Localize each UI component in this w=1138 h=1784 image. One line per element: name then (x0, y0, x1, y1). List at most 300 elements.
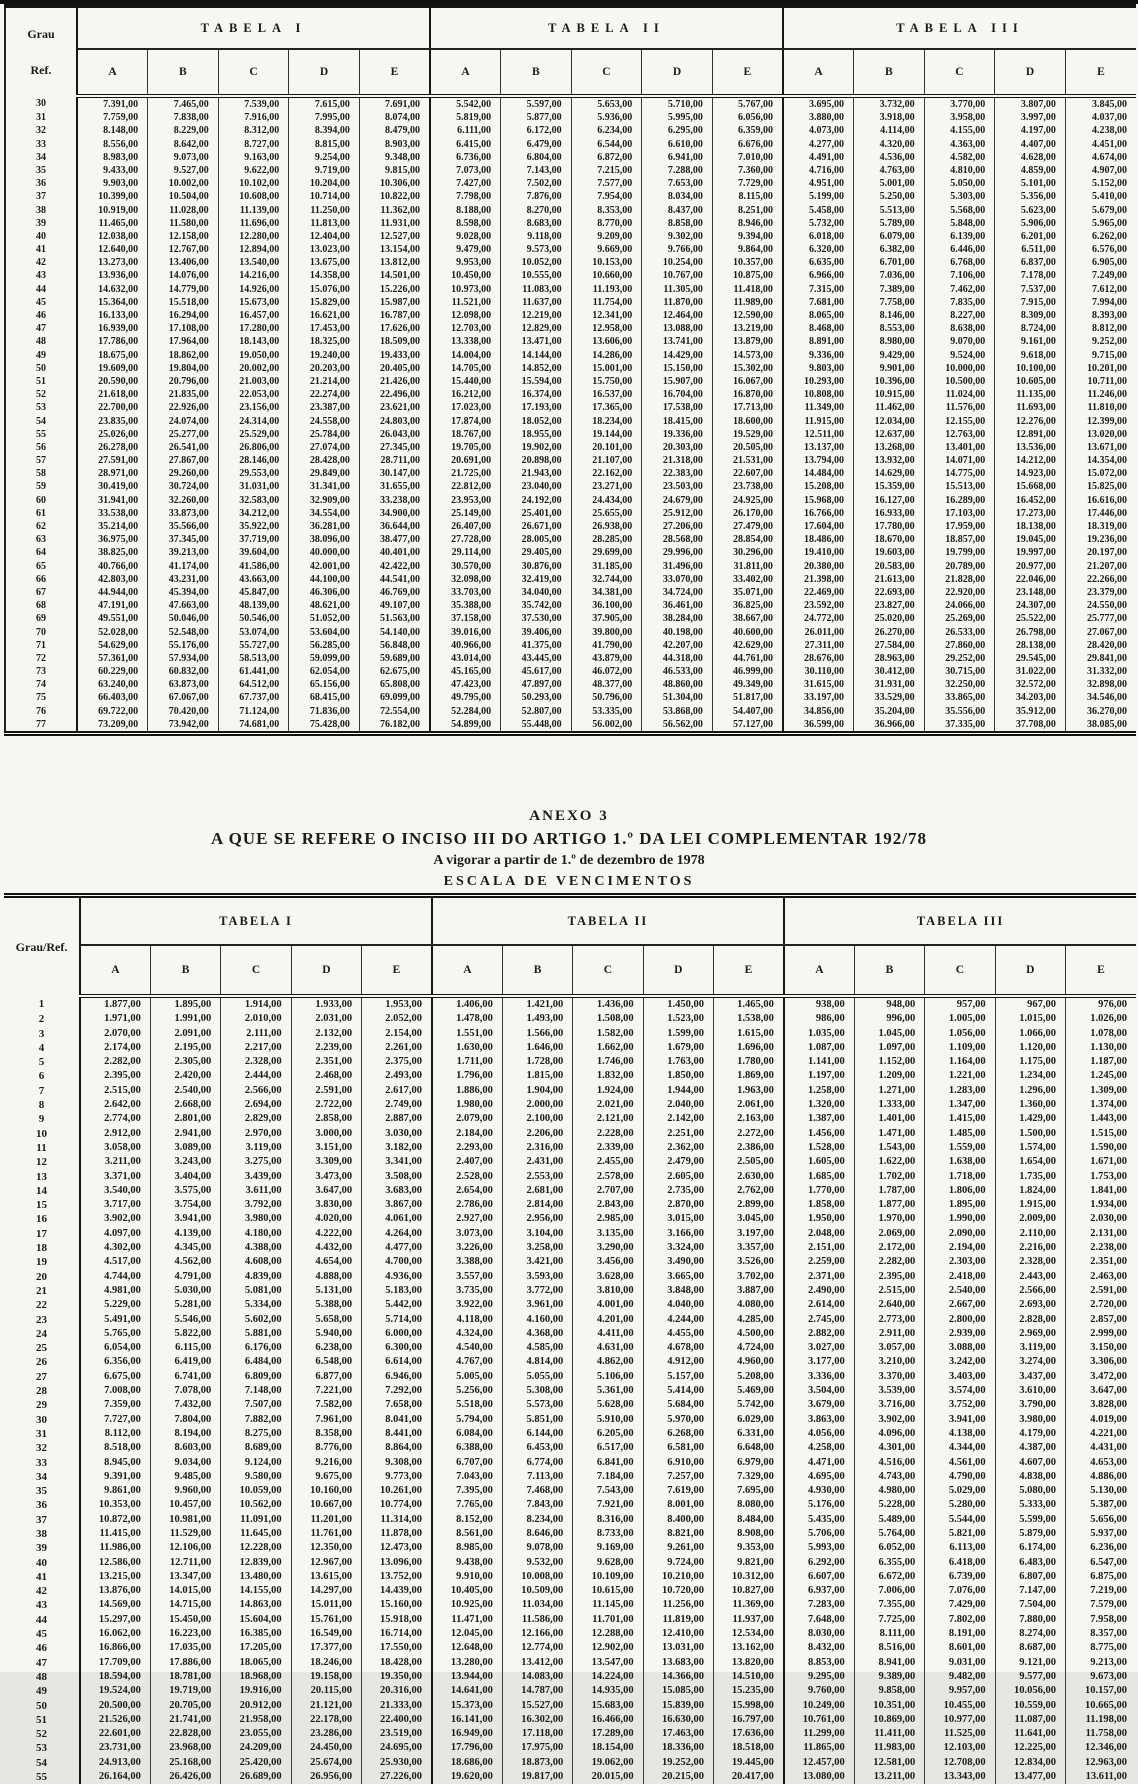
cell-value: 5.819,00 (430, 111, 501, 124)
cell-value: 5.055,00 (502, 1370, 572, 1384)
cell-value: 10.973,00 (430, 283, 501, 296)
column-header: B (854, 945, 924, 996)
cell-value: 7.502,00 (501, 177, 572, 190)
cell-value: 1.141,00 (784, 1055, 854, 1069)
cell-value: 4.791,00 (150, 1270, 220, 1284)
cell-value: 4.264,00 (362, 1227, 432, 1241)
cell-value: 8.815,00 (289, 138, 360, 151)
cell-value: 27.479,00 (712, 520, 783, 533)
cell-value: 18.486,00 (783, 533, 854, 546)
cell-value: 16.933,00 (854, 507, 925, 520)
cell-value: 37.530,00 (501, 612, 572, 625)
cell-value: 14.144,00 (501, 349, 572, 362)
cell-value: 46.999,00 (712, 665, 783, 678)
cell-value: 1.824,00 (995, 1184, 1065, 1198)
lower-table-body (4, 996, 1136, 1784)
cell-value: 24.192,00 (501, 494, 572, 507)
cell-value: 3.135,00 (573, 1227, 643, 1241)
cell-value: 8.030,00 (784, 1627, 854, 1641)
cell-grau: 68 (5, 599, 77, 612)
cell-value: 6.544,00 (571, 138, 642, 151)
cell-value: 11.819,00 (643, 1613, 713, 1627)
cell-value: 10.002,00 (148, 177, 219, 190)
cell-value: 36.644,00 (359, 520, 430, 533)
cell-value: 2.749,00 (362, 1098, 432, 1112)
cell-value: 12.708,00 (925, 1756, 995, 1770)
cell-value: 41.375,00 (501, 639, 572, 652)
cell-value: 7.147,00 (995, 1584, 1065, 1598)
cell-value: 52.028,00 (77, 626, 148, 639)
cell-value: 16.630,00 (643, 1713, 713, 1727)
cell-value: 24.925,00 (712, 494, 783, 507)
cell-value: 1.753,00 (1065, 1170, 1136, 1184)
cell-value: 2.444,00 (221, 1069, 291, 1083)
table-row (4, 1441, 1136, 1455)
cell-value: 11.986,00 (80, 1541, 150, 1555)
cell-value: 4.907,00 (1065, 164, 1136, 177)
cell-value: 3.073,00 (432, 1227, 502, 1241)
table-row (4, 1098, 1136, 1112)
cell-value: 5.152,00 (1065, 177, 1136, 190)
cell-value: 50.046,00 (148, 612, 219, 625)
cell-value: 1.309,00 (1065, 1084, 1136, 1098)
cell-value: 8.603,00 (150, 1441, 220, 1455)
cell-value: 4.139,00 (150, 1227, 220, 1241)
cell-value: 35.214,00 (77, 520, 148, 533)
cell-value: 7.729,00 (712, 177, 783, 190)
cell-value: 49.349,00 (712, 678, 783, 691)
cell-value: 7.653,00 (642, 177, 713, 190)
cell-value: 1.953,00 (362, 996, 432, 1012)
cell-value: 34.554,00 (289, 507, 360, 520)
cell-value: 25.912,00 (642, 507, 713, 520)
cell-value: 13.343,00 (925, 1770, 995, 1784)
cell-value: 7.315,00 (783, 283, 854, 296)
cell-value: 5.050,00 (924, 177, 995, 190)
cell-value: 6.736,00 (430, 151, 501, 164)
cell-value: 6.937,00 (784, 1584, 854, 1598)
cell-value: 30.296,00 (712, 546, 783, 559)
cell-value: 48.139,00 (218, 599, 289, 612)
cell-value: 4.838,00 (995, 1470, 1065, 1484)
cell-grau: 47 (5, 322, 77, 335)
cell-value: 28.568,00 (642, 533, 713, 546)
cell-value: 6.576,00 (1065, 243, 1136, 256)
cell-value: 10.109,00 (573, 1570, 643, 1584)
cell-value: 11.870,00 (642, 296, 713, 309)
cell-value: 25.655,00 (571, 507, 642, 520)
cell-value: 1.796,00 (432, 1069, 502, 1083)
cell-value: 8.853,00 (784, 1656, 854, 1670)
column-header: A (784, 945, 854, 996)
cell-value: 12.350,00 (291, 1541, 361, 1555)
cell-value: 10.660,00 (571, 269, 642, 282)
cell-value: 9.573,00 (501, 243, 572, 256)
cell-value: 54.407,00 (712, 705, 783, 718)
cell-value: 1.258,00 (784, 1084, 854, 1098)
cell-value: 2.528,00 (432, 1170, 502, 1184)
cell-value: 2.142,00 (643, 1112, 713, 1126)
cell-value: 6.517,00 (573, 1441, 643, 1455)
cell-grau: 10 (4, 1127, 80, 1141)
cell-value: 20.002,00 (218, 362, 289, 375)
cell-value: 5.597,00 (501, 96, 572, 111)
cell-value: 2.468,00 (291, 1069, 361, 1083)
cell-value: 7.954,00 (571, 190, 642, 203)
cell-value: 8.152,00 (432, 1513, 502, 1527)
cell-value: 50.546,00 (218, 612, 289, 625)
cell-value: 11.580,00 (148, 217, 219, 230)
cell-value: 10.774,00 (362, 1498, 432, 1512)
cell-value: 10.504,00 (148, 190, 219, 203)
cell-value: 2.515,00 (854, 1284, 924, 1298)
cell-value: 10.306,00 (359, 177, 430, 190)
cell-value: 1.026,00 (1065, 1012, 1136, 1026)
cell-value: 1.508,00 (573, 1012, 643, 1026)
cell-value: 9.169,00 (573, 1541, 643, 1555)
cell-value: 6.359,00 (712, 124, 783, 137)
cell-value: 15.825,00 (1065, 480, 1136, 493)
cell-grau: 27 (4, 1370, 80, 1384)
cell-value: 8.441,00 (362, 1427, 432, 1441)
table-row (4, 1627, 1136, 1641)
cell-value: 20.197,00 (1065, 546, 1136, 559)
cell-value: 44.541,00 (359, 573, 430, 586)
cell-value: 18.319,00 (1065, 520, 1136, 533)
cell-value: 8.074,00 (359, 111, 430, 124)
cell-grau: 58 (5, 467, 77, 480)
cell-value: 11.299,00 (784, 1727, 854, 1741)
cell-value: 4.197,00 (995, 124, 1066, 137)
cell-value: 1.991,00 (150, 1012, 220, 1026)
cell-value: 16.302,00 (502, 1713, 572, 1727)
cell-value: 2.151,00 (784, 1241, 854, 1255)
cell-value: 5.489,00 (854, 1513, 924, 1527)
table-row (5, 349, 1136, 362)
cell-value: 2.395,00 (854, 1270, 924, 1284)
cell-value: 37.905,00 (571, 612, 642, 625)
cell-value: 1.421,00 (502, 996, 572, 1012)
cell-value: 8.724,00 (995, 322, 1066, 335)
cell-value: 43.663,00 (218, 573, 289, 586)
cell-value: 5.208,00 (714, 1370, 784, 1384)
cell-value: 8.251,00 (712, 204, 783, 217)
cell-grau: 25 (4, 1341, 80, 1355)
cell-grau: 8 (4, 1098, 80, 1112)
cell-value: 35.742,00 (501, 599, 572, 612)
cell-value: 42.422,00 (359, 560, 430, 573)
cell-value: 7.427,00 (430, 177, 501, 190)
cell-value: 25.269,00 (924, 612, 995, 625)
cell-value: 66.403,00 (77, 691, 148, 704)
cell-value: 10.059,00 (221, 1484, 291, 1498)
cell-value: 11.471,00 (432, 1613, 502, 1627)
cell-value: 9.073,00 (148, 151, 219, 164)
cell-value: 13.812,00 (359, 256, 430, 269)
cell-grau: 54 (5, 415, 77, 428)
cell-grau: 9 (4, 1112, 80, 1126)
cell-value: 12.767,00 (148, 243, 219, 256)
cell-value: 1.980,00 (432, 1098, 502, 1112)
cell-value: 5.280,00 (925, 1498, 995, 1512)
cell-value: 4.277,00 (783, 138, 854, 151)
cell-value: 42.001,00 (289, 560, 360, 573)
cell-value: 11.983,00 (854, 1741, 924, 1755)
cell-value: 2.339,00 (573, 1141, 643, 1155)
cell-value: 15.907,00 (642, 375, 713, 388)
cell-value: 10.869,00 (854, 1713, 924, 1727)
cell-value: 16.797,00 (714, 1713, 784, 1727)
cell-value: 4.114,00 (854, 124, 925, 137)
cell-value: 8.148,00 (77, 124, 148, 137)
cell-value: 7.215,00 (571, 164, 642, 177)
cell-value: 31.931,00 (854, 678, 925, 691)
column-header: B (150, 945, 220, 996)
cell-value: 7.219,00 (1065, 1584, 1136, 1598)
cell-value: 5.993,00 (784, 1541, 854, 1555)
table-row (4, 1170, 1136, 1184)
cell-value: 19.529,00 (712, 428, 783, 441)
column-header: A (80, 945, 150, 996)
cell-value: 14.286,00 (571, 349, 642, 362)
cell-value: 7.798,00 (430, 190, 501, 203)
cell-value: 5.684,00 (643, 1398, 713, 1412)
cell-value: 7.994,00 (1065, 296, 1136, 309)
cell-value: 7.078,00 (150, 1384, 220, 1398)
cell-value: 6.234,00 (571, 124, 642, 137)
cell-value: 4.628,00 (995, 151, 1066, 164)
cell-value: 6.804,00 (501, 151, 572, 164)
table-row (5, 415, 1136, 428)
cell-value: 4.073,00 (783, 124, 854, 137)
cell-value: 6.581,00 (643, 1441, 713, 1455)
cell-value: 9.773,00 (362, 1470, 432, 1484)
cell-value: 7.961,00 (291, 1413, 361, 1427)
cell-value: 11.198,00 (1065, 1713, 1136, 1727)
cell-value: 2.362,00 (643, 1141, 713, 1155)
cell-value: 10.450,00 (430, 269, 501, 282)
cell-grau: 39 (4, 1541, 80, 1555)
cell-grau: 63 (5, 533, 77, 546)
cell-value: 5.030,00 (150, 1284, 220, 1298)
cell-value: 3.197,00 (714, 1227, 784, 1241)
cell-value: 12.228,00 (221, 1541, 291, 1555)
annex-reference-line: A QUE SE REFERE O INCISO III DO ARTIGO 1.º DA LEI COMPLEMENTAR 192/78 (210, 829, 928, 848)
cell-value: 5.599,00 (995, 1513, 1065, 1527)
cell-value: 1.056,00 (925, 1027, 995, 1041)
cell-value: 56.562,00 (642, 718, 713, 734)
cell-value: 8.941,00 (854, 1656, 924, 1670)
cell-value: 10.608,00 (218, 190, 289, 203)
cell-value: 5.710,00 (642, 96, 713, 111)
cell-value: 12.586,00 (80, 1556, 150, 1570)
cell-value: 22.469,00 (783, 586, 854, 599)
cell-value: 9.353,00 (714, 1541, 784, 1555)
table-row (4, 1012, 1136, 1026)
cell-value: 72.554,00 (359, 705, 430, 718)
cell-value: 2.110,00 (995, 1227, 1065, 1241)
cell-value: 11.641,00 (995, 1727, 1065, 1741)
cell-value: 23.738,00 (712, 480, 783, 493)
cell-value: 1.718,00 (925, 1170, 995, 1184)
cell-value: 11.091,00 (221, 1513, 291, 1527)
table-row (4, 1727, 1136, 1741)
cell-value: 35.922,00 (218, 520, 289, 533)
cell-value: 11.576,00 (924, 401, 995, 414)
cell-value: 5.623,00 (995, 204, 1066, 217)
cell-value: 46.306,00 (289, 586, 360, 599)
cell-grau: 39 (5, 217, 77, 230)
cell-grau: 71 (5, 639, 77, 652)
cell-value: 2.184,00 (432, 1127, 502, 1141)
cell-value: 5.491,00 (80, 1313, 150, 1327)
table-row (5, 626, 1136, 639)
cell-value: 38.096,00 (289, 533, 360, 546)
cell-value: 7.691,00 (359, 96, 430, 111)
cell-value: 2.010,00 (221, 1012, 291, 1026)
cell-value: 11.418,00 (712, 283, 783, 296)
cell-value: 29.260,00 (148, 467, 219, 480)
cell-value: 2.857,00 (1065, 1313, 1136, 1327)
cell-value: 4.790,00 (925, 1470, 995, 1484)
cell-value: 3.980,00 (995, 1413, 1065, 1427)
cell-value: 1.832,00 (573, 1069, 643, 1083)
cell-value: 11.637,00 (501, 296, 572, 309)
cell-value: 14.573,00 (712, 349, 783, 362)
cell-value: 1.333,00 (854, 1098, 924, 1112)
cell-value: 1.970,00 (854, 1212, 924, 1226)
cell-value: 30.570,00 (430, 560, 501, 573)
cell-grau: 2 (4, 1012, 80, 1026)
cell-grau: 62 (5, 520, 77, 533)
cell-value: 3.150,00 (1065, 1341, 1136, 1355)
cell-value: 16.949,00 (432, 1727, 502, 1741)
cell-value: 15.076,00 (289, 283, 360, 296)
cell-value: 6.547,00 (1065, 1556, 1136, 1570)
cell-grau: 44 (4, 1613, 80, 1627)
table-row (5, 678, 1136, 691)
cell-value: 18.234,00 (571, 415, 642, 428)
cell-value: 5.080,00 (995, 1484, 1065, 1498)
cell-value: 13.273,00 (77, 256, 148, 269)
cell-value: 7.880,00 (995, 1613, 1065, 1627)
cell-grau: 33 (5, 138, 77, 151)
cell-value: 6.511,00 (995, 243, 1066, 256)
cell-value: 2.681,00 (502, 1184, 572, 1198)
cell-value: 2.887,00 (362, 1112, 432, 1126)
cell-value: 7.389,00 (854, 283, 925, 296)
cell-value: 3.863,00 (784, 1413, 854, 1427)
cell-value: 24.209,00 (221, 1741, 291, 1755)
cell-value: 2.070,00 (80, 1027, 150, 1041)
cell-value: 4.302,00 (80, 1241, 150, 1255)
cell-value: 40.198,00 (642, 626, 713, 639)
table-row (4, 1413, 1136, 1427)
cell-grau: 38 (4, 1527, 80, 1541)
cell-value: 16.062,00 (80, 1627, 150, 1641)
cell-value: 15.359,00 (854, 480, 925, 493)
cell-value: 8.983,00 (77, 151, 148, 164)
cell-value: 4.180,00 (221, 1227, 291, 1241)
cell-value: 8.080,00 (714, 1498, 784, 1512)
table-row (5, 401, 1136, 414)
cell-value: 23.156,00 (218, 401, 289, 414)
cell-value: 16.787,00 (359, 309, 430, 322)
cell-value: 3.574,00 (925, 1384, 995, 1398)
cell-value: 31.185,00 (571, 560, 642, 573)
cell-value: 2.121,00 (573, 1112, 643, 1126)
cell-value: 17.796,00 (432, 1741, 502, 1755)
cell-value: 5.851,00 (502, 1413, 572, 1427)
cell-grau: 7 (4, 1084, 80, 1098)
cell-value: 2.030,00 (1065, 1212, 1136, 1226)
cell-value: 2.735,00 (643, 1184, 713, 1198)
cell-value: 20.583,00 (854, 560, 925, 573)
cell-value: 19.433,00 (359, 349, 430, 362)
cell-value: 5.029,00 (925, 1484, 995, 1498)
cell-value: 976,00 (1065, 996, 1136, 1012)
cell-value: 2.911,00 (854, 1327, 924, 1341)
table-row (5, 296, 1136, 309)
cell-value: 8.812,00 (1065, 322, 1136, 335)
cell-grau: 14 (4, 1184, 80, 1198)
cell-value: 7.178,00 (995, 269, 1066, 282)
cell-value: 5.679,00 (1065, 204, 1136, 217)
cell-value: 9.910,00 (432, 1570, 502, 1584)
cell-value: 11.865,00 (784, 1741, 854, 1755)
cell-value: 36.966,00 (854, 718, 925, 734)
cell-value: 7.391,00 (77, 96, 148, 111)
cell-value: 28.428,00 (289, 454, 360, 467)
cell-value: 5.764,00 (854, 1527, 924, 1541)
cell-value: 6.707,00 (432, 1456, 502, 1470)
cell-value: 48.377,00 (571, 678, 642, 691)
cell-grau: 15 (4, 1198, 80, 1212)
cell-value: 18.336,00 (643, 1741, 713, 1755)
cell-value: 2.800,00 (925, 1313, 995, 1327)
cell-value: 20.405,00 (359, 362, 430, 375)
cell-value: 1.450,00 (643, 996, 713, 1012)
cell-value: 19.445,00 (714, 1756, 784, 1770)
cell-value: 2.420,00 (150, 1069, 220, 1083)
cell-value: 9.524,00 (924, 349, 995, 362)
cell-value: 19.236,00 (1065, 533, 1136, 546)
cell-value: 18.873,00 (502, 1756, 572, 1770)
cell-value: 3.665,00 (643, 1270, 713, 1284)
cell-value: 4.080,00 (714, 1298, 784, 1312)
cell-value: 50.293,00 (501, 691, 572, 704)
cell-value: 44.761,00 (712, 652, 783, 665)
cell-value: 7.257,00 (643, 1470, 713, 1484)
cell-value: 76.182,00 (359, 718, 430, 734)
cell-value: 13.088,00 (642, 322, 713, 335)
cell-value: 24.772,00 (783, 612, 854, 625)
cell-value: 9.482,00 (925, 1670, 995, 1684)
group-header: TABELA III (783, 6, 1136, 49)
cell-value: 17.365,00 (571, 401, 642, 414)
cell-value: 12.410,00 (643, 1627, 713, 1641)
cell-value: 6.607,00 (784, 1570, 854, 1584)
cell-value: 60.832,00 (148, 665, 219, 678)
cell-value: 6.946,00 (362, 1370, 432, 1384)
cell-value: 39.604,00 (218, 546, 289, 559)
cell-value: 1.283,00 (925, 1084, 995, 1098)
cell-value: 4.763,00 (854, 164, 925, 177)
cell-value: 51.052,00 (289, 612, 360, 625)
cell-value: 9.078,00 (502, 1541, 572, 1555)
cell-value: 19.705,00 (430, 441, 501, 454)
cell-value: 8.065,00 (783, 309, 854, 322)
